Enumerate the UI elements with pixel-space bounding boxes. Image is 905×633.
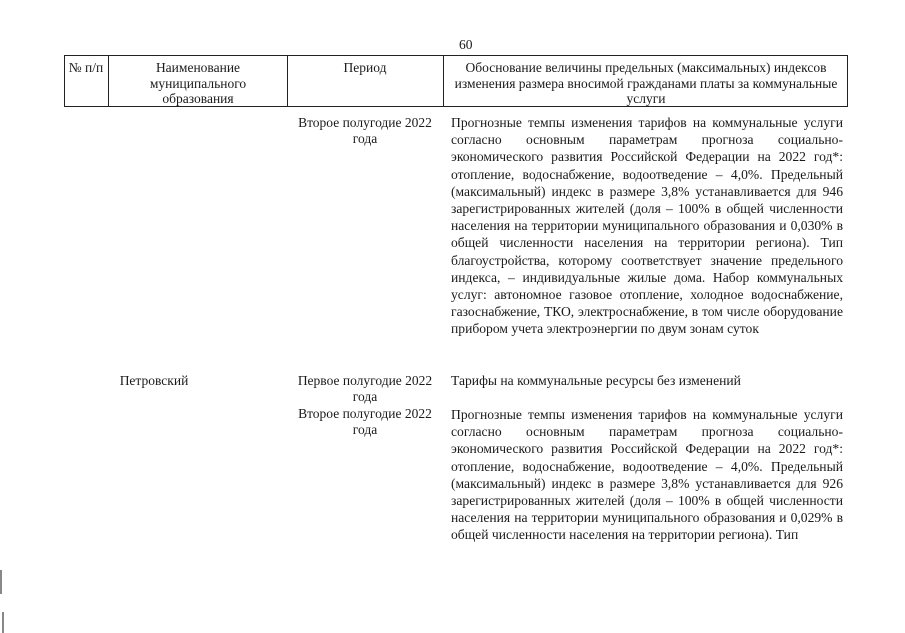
row-period: Первое полугодие 2022 года: [297, 373, 433, 404]
scan-margin-mark: [0, 570, 2, 594]
row-justification: Прогнозные темпы изменения тарифов на коммунальные услуги согласно основным параметрам прогноза социально-экономического развития Российской Федерации на 2022 год*: отопление, водоснабжение, водоотведение – 4,0%. Предельный (максимальный) индекс в размере 3,8% устанавливается для 946 зарегистрированных жителей (доля – 100% в общей численности населения на территории муниципального образования и 0,030% в общей численности населения на территории региона). Тип благоустройства, которому соответствует значение предельного индекса, – индивидуальные жилые дома. Набор коммунальных услуг: автономное газовое отопление, холодное водоснабжение, газоснабжение, ТКО, электроснабжение, в том числе оборудование прибором учета электроэнергии по двум зонам суток: [451, 115, 843, 337]
header-divider: [443, 55, 444, 107]
row-period: Второе полугодие 2022 года: [298, 406, 432, 437]
scan-margin-mark: [2, 612, 4, 633]
row-period: Второе полугодие 2022 года: [298, 115, 432, 146]
header-period: Период: [343, 60, 387, 75]
header-name: Наименование муниципального образования: [149, 60, 247, 106]
row-municipality: Петровский: [119, 373, 189, 388]
header-divider: [108, 55, 109, 107]
header-justification: Обоснование величины предельных (максимальных) индексов изменения размера вносимой гражданами платы за коммунальные услуги: [454, 60, 838, 106]
header-divider: [287, 55, 288, 107]
header-num: № п/п: [68, 60, 104, 75]
row-justification: Тарифы на коммунальные ресурсы без изменений: [451, 373, 741, 388]
row-justification: Прогнозные темпы изменения тарифов на коммунальные услуги согласно основным параметрам прогноза социально-экономического развития Российской Федерации на 2022 год*: отопление, водоснабжение, водоотведение – 4,0%. Предельный (максимальный) индекс в размере 3,8% устанавливается для 926 зарегистрированных жителей (доля – 100% в общей численности населения на территории муниципального образования и 0,029% в общей численности населения на территории региона). Тип: [451, 407, 843, 543]
page-number: 60: [459, 37, 473, 52]
